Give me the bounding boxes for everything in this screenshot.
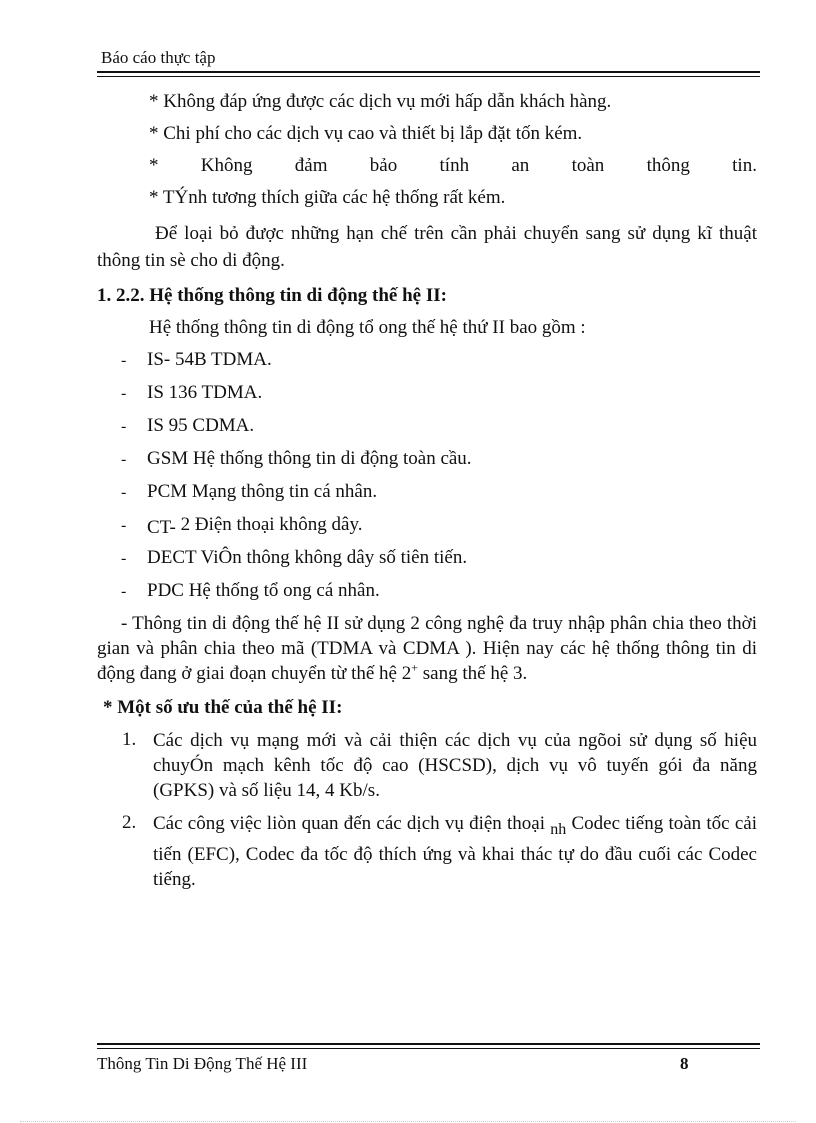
bullet-dash: - [121, 352, 127, 369]
list-item [97, 410, 757, 443]
bullet-dash: - [121, 583, 127, 600]
list-item-text-part: 2 Điện thoại không dây. [180, 514, 363, 535]
word: tính [439, 155, 470, 176]
list-item-text: IS 136 TDMA. [147, 382, 263, 403]
footer-rule [97, 1043, 760, 1045]
word: bảo [369, 155, 398, 176]
list-item-text-part: CT- [147, 517, 176, 538]
list-item-text: DECT ViÔn thông không dây số tiên tiến. [147, 547, 468, 568]
header-rule-thin [97, 76, 760, 77]
word: đảm [294, 155, 328, 176]
list-item-text: IS- 54B TDMA. [147, 349, 272, 370]
word: Không [200, 155, 253, 176]
intro-text: Hệ thống thông tin di động tổ ong thế hệ thứ II bao gồm : [149, 317, 586, 338]
limit-item: * Không đáp ứng được các dịch vụ mới hấp dẫn khách hàng. [149, 91, 612, 112]
word: toàn [571, 155, 605, 176]
footer-rule-thin [97, 1048, 760, 1049]
footer-title: Thông Tin Di Động Thế Hệ III [97, 1054, 308, 1073]
list-item [97, 807, 757, 892]
list-item [97, 509, 757, 542]
bullet-dash: - [121, 385, 127, 402]
bullet-dash: - [121, 550, 127, 567]
advantages-heading: * Một số ưu thế của thế hệ II: [103, 697, 343, 718]
page-body [97, 86, 757, 896]
list-item [97, 377, 757, 410]
list-number: 2. [122, 812, 137, 833]
list-item [97, 476, 757, 509]
generation-paragraph [97, 611, 757, 686]
systems-list [97, 344, 757, 608]
list-number: 1. [122, 729, 137, 750]
page-bottom-border [20, 1121, 796, 1122]
subscript: nh [550, 821, 567, 838]
word: an [511, 155, 530, 176]
advantages-list [97, 724, 757, 892]
page-number: 8 [680, 1054, 689, 1073]
list-item-text: PDC Hệ thống tổ ong cá nhân. [147, 580, 380, 601]
header-title: Báo cáo thực tập [101, 48, 216, 67]
list-item-text: IS 95 CDMA. [147, 415, 255, 436]
bullet-dash: - [121, 484, 127, 501]
list-item [97, 443, 757, 476]
word: tin. [732, 155, 757, 176]
paragraph-text: sang thế hệ 3. [418, 663, 528, 684]
bullet-dash: - [121, 418, 127, 435]
list-item-text: GSM Hệ thống thông tin di động toàn cầu. [147, 448, 472, 469]
superscript: + [411, 660, 419, 675]
list-item [97, 575, 757, 608]
transition-paragraph: Để loại bỏ được những hạn chế trên cần phải chuyển sang sử dụng kĩ thuật thông tin sè cho di động. [97, 223, 757, 271]
text-part: Codec tiếng toàn tốc cải tiến (EFC), Codec đa tốc độ thích ứng và khai thác tự do đầu cuối các Codec tiếng. [153, 813, 757, 890]
list-item-text: PCM Mạng thông tin cá nhân. [147, 481, 378, 502]
section-heading: 1. 2.2. Hệ thống thông tin di động thế hệ II: [97, 285, 447, 306]
word: * [149, 155, 159, 176]
bullet-dash: - [121, 517, 127, 534]
bullet-dash: - [121, 451, 127, 468]
limit-item: * Chi phí cho các dịch vụ cao và thiết bị lắp đặt tốn kém. [149, 123, 583, 144]
limit-item-spaced [97, 150, 757, 182]
word: thông [646, 155, 690, 176]
list-item-text [153, 807, 757, 892]
header-rule [97, 71, 760, 73]
limit-item: * TÝnh tương thích giữa các hệ thống rất kém. [149, 187, 506, 208]
paragraph-text: - Thông tin di động thế hệ II sử dụng 2 công nghệ đa truy nhập phân chia theo thời gian và phân chia theo mã (TDMA và CDMA ). Hiện nay các hệ thống thông tin di động đang ở giai đoạn chuyển từ thế hệ 2 [97, 613, 757, 684]
list-item-text: Các dịch vụ mạng mới và cải thiện các dịch vụ của ngõoi sử dụng số hiệu chuyÓn mạch kênh tốc độ cao (HSCSD), dịch vụ vô tuyến gói đa năng (GPKS) và số liệu 14, 4 Kb/s. [153, 730, 757, 801]
list-item [97, 344, 757, 377]
list-item [97, 724, 757, 803]
list-item [97, 542, 757, 575]
text-part: Các công việc liòn quan đến các dịch vụ điện thoại [153, 813, 551, 834]
